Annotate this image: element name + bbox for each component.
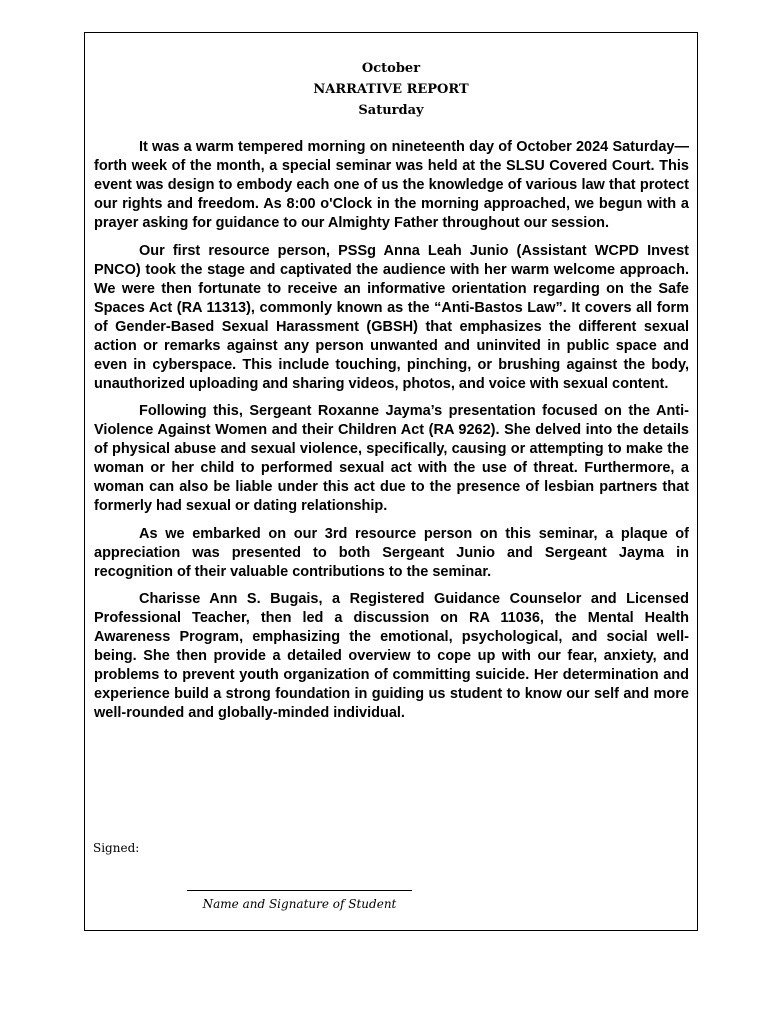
- report-body: [94, 138, 689, 732]
- paragraph-plaque: As we embarked on our 3rd resource person on this seminar, a plaque of appreciation was presented to both Sergeant Junio and Sergeant Jayma in recognition of their valuable contributions to the seminar.: [94, 525, 689, 580]
- report-page: [84, 32, 698, 931]
- report-title: NARRATIVE REPORT: [313, 82, 469, 97]
- header-month: October: [361, 61, 421, 76]
- paragraph-first-speaker: Our first resource person, PSSg Anna Leah Junio (Assistant WCPD Invest PNCO) took the stage and captivated the audience with her warm welcome approach. We were then fortunate to receive an informative orientation regarding on the Safe Spaces Act (RA 11313), commonly known as the “Anti-Bastos Law”. It covers all form of Gender-Based Sexual Harassment (GBSH) that emphasizes the different sexual action or remarks against any person unwanted and uninvited in public space and even in cyberspace. This include touching, pinching, or brushing against the body, unauthorized uploading and sharing videos, photos, and voice with sexual content.: [94, 242, 689, 392]
- signature-line: [187, 890, 412, 891]
- report-header: [85, 58, 697, 121]
- paragraph-intro: It was a warm tempered morning on nineteenth day of October 2024 Saturday—forth week of the month, a special seminar was held at the SLSU Covered Court. This event was design to embody each one of us the knowledge of various law that protect our rights and freedom. As 8:00 o'Clock in the morning approached, we begun with a prayer asking for guidance to our Almighty Father throughout our session.: [94, 139, 689, 231]
- signed-label: Signed:: [93, 841, 140, 855]
- paragraph-third-speaker: Charisse Ann S. Bugais, a Registered Guidance Counselor and Licensed Professional Teacher, then led a discussion on RA 11036, the Mental Health Awareness Program, emphasizing the emotional, psychological, and social well-being. She then provide a detailed overview to cope up with our fear, anxiety, and problems to prevent youth organization of committing suicide. Her determination and experience build a strong foundation in guiding us student to know our self and more well-rounded and globally-minded individual.: [94, 591, 689, 721]
- header-day: Saturday: [358, 103, 424, 118]
- paragraph-second-speaker: Following this, Sergeant Roxanne Jayma’s presentation focused on the Anti-Violence Against Women and their Children Act (RA 9262). She delved into the details of physical abuse and sexual violence, specifically, causing or attempting to make the woman or her child to performed sexual act with the use of threat. Furthermore, a woman can also be liable under this act due to the presence of lesbian partners that formerly had sexual or dating relationship.: [94, 403, 689, 514]
- signature-caption: Name and Signature of Student: [202, 897, 397, 911]
